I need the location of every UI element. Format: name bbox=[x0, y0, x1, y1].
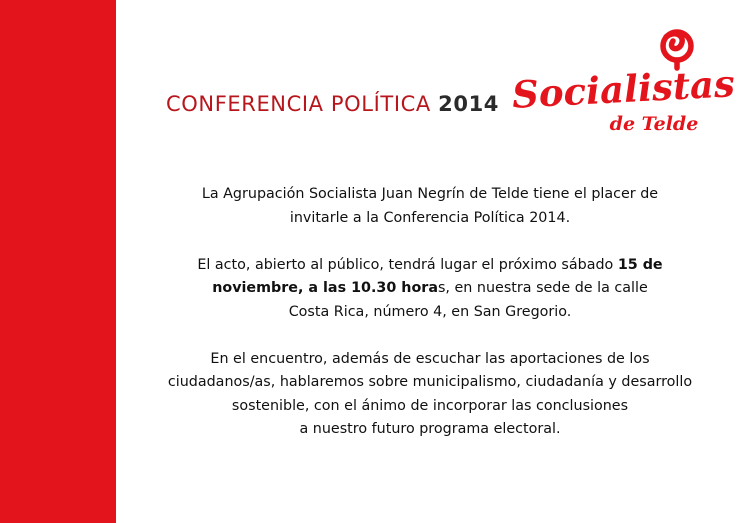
text-line: ciudadanos/as, hablaremos sobre municipalismo, ciudadanía y desarrollo bbox=[167, 374, 693, 390]
text-line: En el encuentro, además de escuchar las aportaciones de los bbox=[210, 350, 650, 367]
text-line: Costa Rica, número 4, en San Gregorio. bbox=[288, 303, 572, 320]
event-time-bold: noviembre, a las 10.30 hora bbox=[212, 280, 438, 296]
text-line: a nuestro futuro programa electoral. bbox=[299, 421, 561, 437]
paragraph-invitation bbox=[130, 183, 730, 230]
invitation-body bbox=[130, 183, 730, 442]
conference-title-text: CONFERENCIA POLÍTICA bbox=[166, 92, 439, 116]
text-segment: s, en nuestra sede de la calle bbox=[437, 280, 648, 296]
conference-title bbox=[166, 92, 499, 116]
conference-year: 2014 bbox=[438, 92, 499, 116]
paragraph-agenda bbox=[130, 348, 730, 442]
event-date-bold: 15 de bbox=[617, 256, 663, 273]
paragraph-event-details bbox=[130, 254, 730, 325]
logo-subtitle: de Telde bbox=[609, 113, 699, 135]
socialistas-logo bbox=[510, 26, 736, 136]
text-line: sostenible, con el ánimo de incorporar las conclusiones bbox=[231, 397, 629, 414]
text-segment: El acto, abierto al público, tendrá lugar el próximo sábado bbox=[197, 256, 618, 273]
logo-wordmark: Socialistas bbox=[510, 61, 736, 117]
text-line: invitarle a la Conferencia Política 2014. bbox=[289, 209, 571, 226]
text-line bbox=[130, 277, 730, 301]
text-line bbox=[130, 254, 730, 278]
red-side-band bbox=[0, 0, 116, 523]
rose-icon bbox=[663, 32, 691, 68]
text-line: La Agrupación Socialista Juan Negrín de Telde tiene el placer de bbox=[201, 186, 659, 202]
